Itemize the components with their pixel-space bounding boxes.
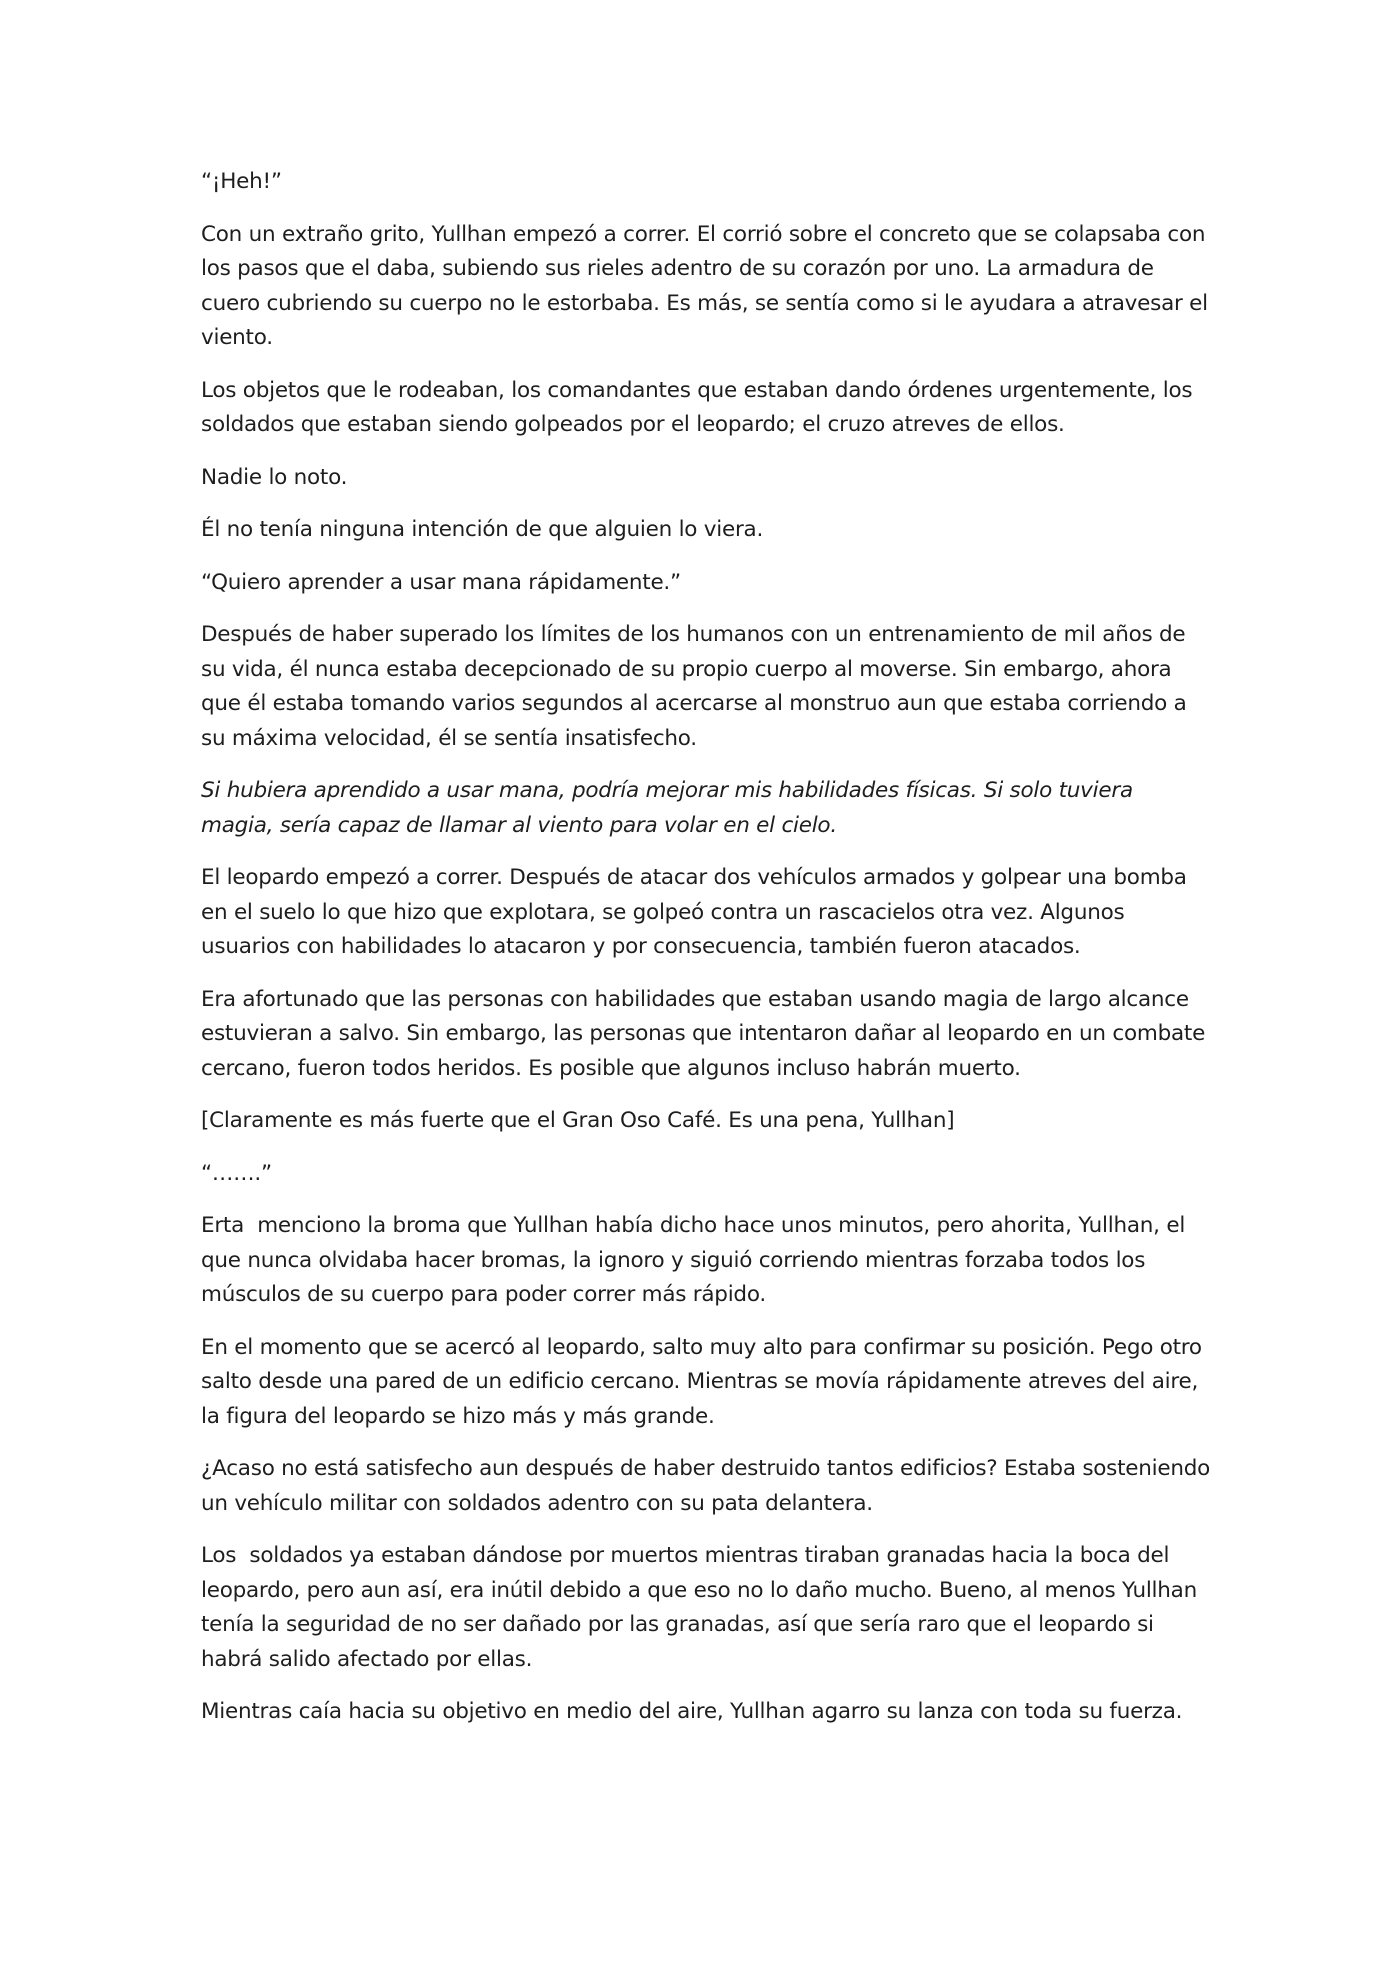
paragraph-5: Él no tenía ninguna intención de que alguien lo viera. <box>201 517 764 542</box>
paragraph-7: Después de haber superado los límites de los humanos con un entrenamiento de mil años de su vida, él nunca estaba decepcionado de su propio cuerpo al moverse. Sin embargo, ahora que él estaba tomando varios segundos al acercarse al monstruo aun que estaba corriendo a su máxima velocidad, él se sentía insatisfecho. <box>201 622 1194 751</box>
paragraph-15: ¿Acaso no está satisfecho aun después de haber destruido tantos edificios? Estaba sosteniendo un vehículo militar con soldados adentro con su pata delantera. <box>201 1456 1217 1516</box>
paragraph-13: Erta menciono la broma que Yullhan había dicho hace unos minutos, pero ahorita, Yullhan, el que nunca olvidaba hacer bromas, la ignoro y siguió corriendo mientras forzaba todos los músculos de su cuerpo para poder correr más rápido. <box>201 1213 1192 1307</box>
paragraph-3: Los objetos que le rodeaban, los comandantes que estaban dando órdenes urgentemente, los soldados que estaban siendo golpeados por el leopardo; el cruzo atreves de ellos. <box>201 377 1199 437</box>
paragraph-12: “…….” <box>201 1160 272 1186</box>
paragraph-16: Los soldados ya estaban dándose por muertos mientras tiraban granadas hacia la boca del leopardo, pero aun así, era inútil debido a que eso no lo daño mucho. Bueno, al menos Yullhan tenía la seguridad de no ser dañado por las granadas, así que sería raro que el leopardo si habrá salido afectado por ellas. <box>201 1543 1204 1672</box>
paragraph-1: “¡Heh!” <box>201 169 282 194</box>
document-body <box>201 165 1217 1748</box>
paragraph-2: Con un extraño grito, Yullhan empezó a correr. El corrió sobre el concreto que se colapsaba con los pasos que el daba, subiendo sus rieles adentro de su corazón por uno. La armadura de cuero cubriendo su cuerpo no le estorbaba. Es más, se sentía como si le ayudara a atravesar el viento. <box>201 221 1215 350</box>
paragraph-6: “Quiero aprender a usar mana rápidamente.” <box>201 569 681 595</box>
paragraph-14: En el momento que se acercó al leopardo, salto muy alto para confirmar su posición. Pego otro salto desde una pared de un edificio cercano. Mientras se movía rápidamente atreves del aire, la figura del leopardo se hizo más y más grande. <box>201 1334 1209 1429</box>
paragraph-8-italic-thought: Si hubiera aprendido a usar mana, podría mejorar mis habilidades físicas. Si solo tuviera magia, sería capaz de llamar al viento para volar en el cielo. <box>201 778 1140 838</box>
paragraph-11: [Claramente es más fuerte que el Gran Oso Café. Es una pena, Yullhan] <box>201 1108 955 1133</box>
paragraph-10: Era afortunado que las personas con habilidades que estaban usando magia de largo alcance estuvieran a salvo. Sin embargo, las personas que intentaron dañar al leopardo en un combate cercano, fueron todos heridos. Es posible que algunos incluso habrán muerto. <box>201 986 1212 1081</box>
paragraph-9: El leopardo empezó a correr. Después de atacar dos vehículos armados y golpear una bomba en el suelo lo que hizo que explotara, se golpeó contra un rascacielos otra vez. Algunos usuarios con habilidades lo atacaron y por consecuencia, también fueron atacados. <box>201 865 1194 959</box>
paragraph-17: Mientras caía hacia su objetivo en medio del aire, Yullhan agarro su lanza con toda su fuerza. <box>201 1699 1183 1724</box>
paragraph-4: Nadie lo noto. <box>201 464 348 490</box>
